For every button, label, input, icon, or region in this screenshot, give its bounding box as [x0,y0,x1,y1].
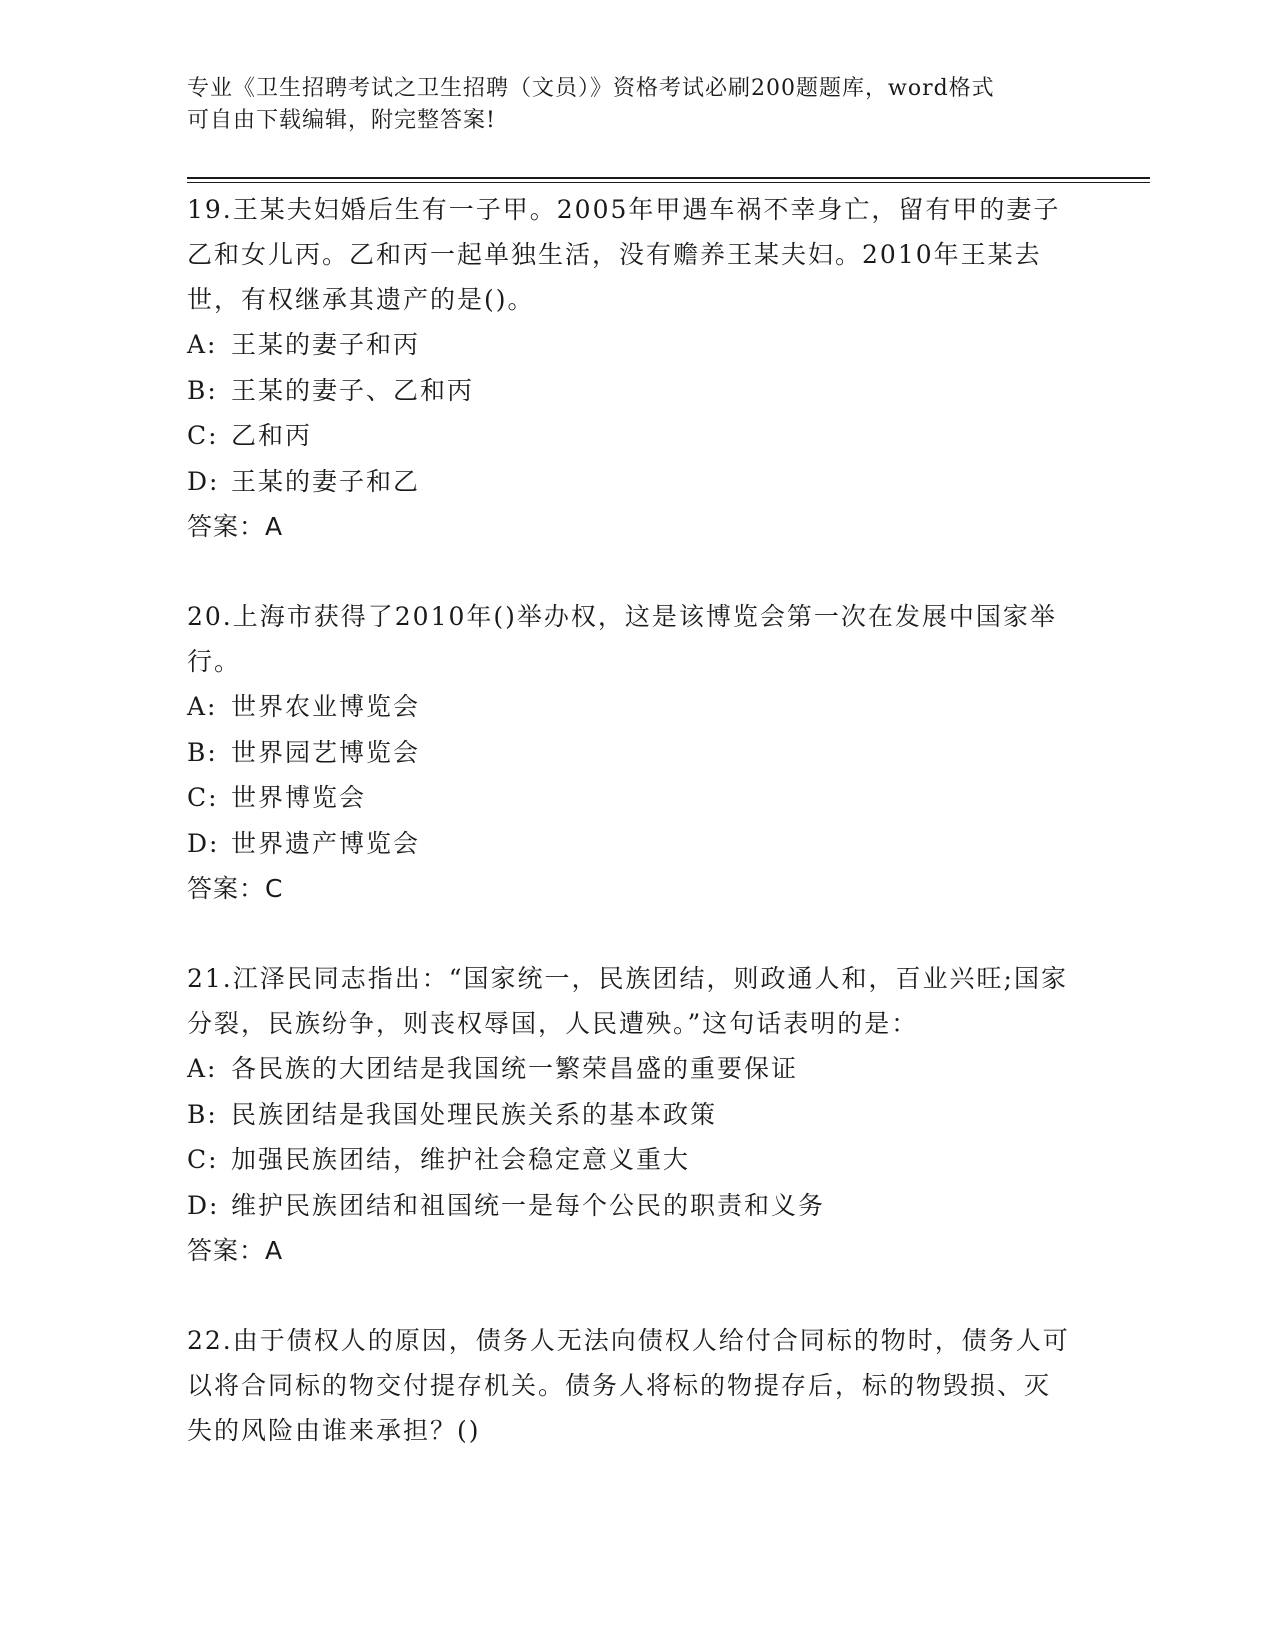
option-letter: C: [187,1145,219,1174]
option-text: 世界博览会 [231,783,367,812]
header-line-1: 专业《卫生招聘考试之卫生招聘（文员）》资格考试必刷200题题库，word格式 [187,76,995,101]
answer-line: 答案：A [187,512,284,541]
option-text: 乙和丙 [231,421,313,450]
option-b [187,1092,1087,1138]
header-line-2: 可自由下载编辑，附完整答案! [187,108,496,133]
option-c [187,1137,1087,1183]
option-b [187,730,1087,776]
option-letter: D: [187,1190,220,1220]
option-text: 王某的妻子和乙 [231,466,421,496]
option-text: 世界农业博览会 [231,692,421,721]
option-d [187,1183,1087,1229]
option-letter: C: [187,783,219,812]
document-header [187,73,1067,137]
option-d [187,459,1087,505]
question-text: 22.由于债权人的原因，债务人无法向债权人给付合同标的物时，债务人可以将合同标的物交付提存机关。债务人将标的物提存后，标的物毁损、灭失的风险由谁来承担？() [187,1326,1070,1445]
option-text: 王某的妻子和丙 [231,330,421,359]
option-text: 王某的妻子、乙和丙 [231,375,475,405]
option-letter: D: [187,828,220,858]
answer-line: 答案：C [187,874,284,903]
option-text: 民族团结是我国处理民族关系的基本政策 [231,1099,718,1129]
header-rule-thick [187,177,1150,179]
option-letter: B: [187,737,218,767]
option-letter: B: [187,375,218,405]
answer-line: 答案：A [187,1236,284,1265]
question-text: 21.江泽民同志指出：“国家统一，民族团结，则政通人和，百业兴旺;国家分裂，民族纷争，则丧权辱国，人民遭殃。”这句话表明的是： [187,964,1068,1038]
option-letter: B: [187,1099,218,1129]
question-19 [187,187,1087,549]
option-letter: A: [187,1054,218,1083]
question-text: 20.上海市获得了2010年()举办权，这是该博览会第一次在发展中国家举行。 [187,602,1057,676]
header-rule-thin [187,182,1150,183]
option-c [187,775,1087,821]
option-text: 世界园艺博览会 [231,737,421,767]
option-text: 维护民族团结和祖国统一是每个公民的职责和义务 [231,1190,826,1220]
option-a [187,684,1087,730]
question-20 [187,594,1087,911]
option-letter: A: [187,692,218,721]
option-c [187,413,1087,459]
option-text: 世界遗产博览会 [231,828,421,858]
option-letter: D: [187,466,220,496]
option-a [187,1046,1087,1092]
option-b [187,368,1087,414]
question-22 [187,1318,1087,1453]
option-text: 加强民族团结，维护社会稳定意义重大 [231,1145,691,1174]
question-text: 19.王某夫妇婚后生有一子甲。2005年甲遇车祸不幸身亡，留有甲的妻子乙和女儿丙。乙和丙一起单独生活，没有赡养王某夫妇。2010年王某去世，有权继承其遗产的是()。 [187,195,1061,314]
question-21 [187,956,1087,1273]
option-a [187,322,1087,368]
option-d [187,821,1087,867]
question-list [187,187,1087,1498]
option-text: 各民族的大团结是我国统一繁荣昌盛的重要保证 [231,1054,799,1083]
option-letter: C: [187,421,219,450]
option-letter: A: [187,330,218,359]
